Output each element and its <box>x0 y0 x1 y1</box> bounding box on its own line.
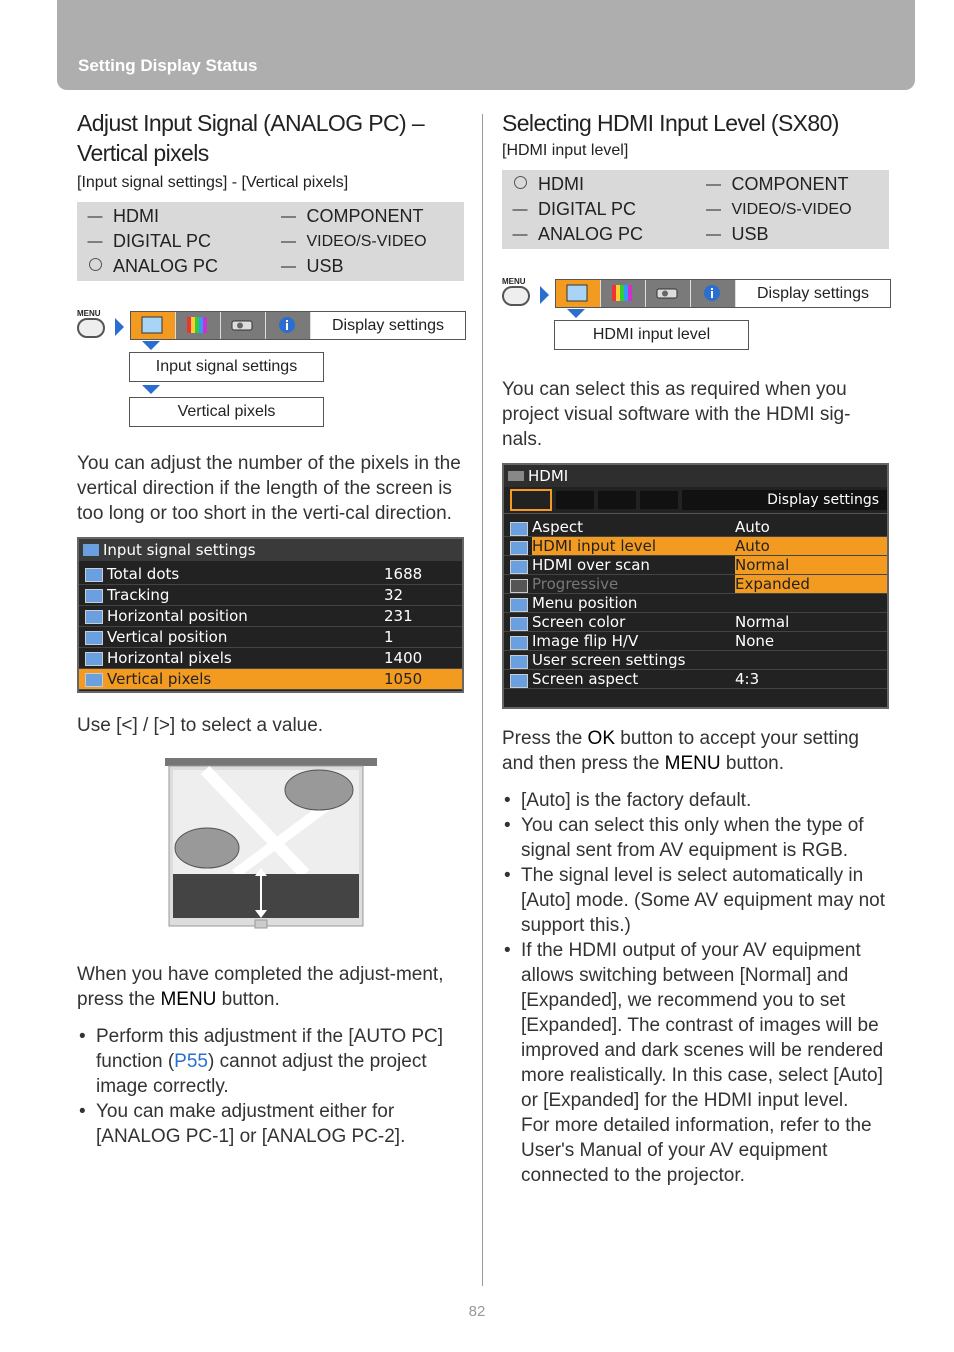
osd-title: HDMI <box>528 467 569 485</box>
settings-icon <box>83 544 99 556</box>
list-item: • You can select this only when the type of signal sent from AV equipment is RGB. <box>502 813 889 863</box>
menu-button-icon: MENU <box>77 309 107 338</box>
page-header <box>57 0 915 90</box>
right-menu-navigation <box>502 277 889 353</box>
display-tab-icon <box>131 312 176 339</box>
right-column <box>502 108 889 1188</box>
osd-row: Aspect Auto <box>504 518 887 537</box>
arrow-down-icon <box>142 341 160 350</box>
right-menu-path: [HDMI input level] <box>502 142 629 159</box>
osd-row: Horizontal position 231 <box>79 606 462 627</box>
left-instruction: Use [<] / [>] to select a value. <box>77 715 324 736</box>
right-confirm-note: Press the OK button to accept your setting and then press the MENU button. <box>502 728 859 774</box>
page-link-p55[interactable]: P55 <box>174 1051 208 1072</box>
projector-tab-icon <box>646 280 691 307</box>
circle-icon <box>77 258 113 275</box>
dash-icon <box>77 208 113 225</box>
list-item: • [Auto] is the factory default. <box>502 788 889 813</box>
dash-icon <box>502 201 538 218</box>
arrow-right-icon <box>115 318 124 336</box>
left-notes-list <box>77 1024 464 1149</box>
osd-row: HDMI over scan Normal <box>504 556 887 575</box>
osd-row: Tracking 32 <box>79 585 462 606</box>
submenu-input-signal-settings: Input signal settings <box>129 352 324 382</box>
menu-tab-bar <box>555 279 891 308</box>
osd-row: Vertical position 1 <box>79 627 462 648</box>
tab-display-settings: Display settings <box>331 317 445 334</box>
arrow-down-icon <box>567 309 585 318</box>
submenu-hdmi-input-level: HDMI input level <box>554 320 749 350</box>
status-row: HDMI — COMPONENT <box>502 172 889 197</box>
osd-row: Screen aspect 4:3 <box>504 670 887 689</box>
dash-icon <box>271 258 307 275</box>
right-notes-list <box>502 788 889 1188</box>
osd-title: Input signal settings <box>103 541 256 559</box>
left-column <box>77 108 464 1149</box>
list-item: • The signal level is select automatically in [Auto] mode. (Some AV equipment may not support this.) <box>502 863 889 938</box>
hdmi-icon <box>508 471 524 481</box>
osd-tab-bar <box>504 487 887 514</box>
info-tab-icon <box>691 280 736 307</box>
color-tab-icon <box>601 280 646 307</box>
input-signal-settings-screen <box>77 537 464 693</box>
status-row: — HDMI — COMPONENT <box>77 204 464 229</box>
projector-tab-icon <box>598 491 636 509</box>
dash-icon <box>696 176 732 193</box>
list-item: • If the HDMI output of your AV equipment allows switching between [Normal] and [Expanded], we recommend you to set [Expanded]. The contrast of images will be improved and dark scenes will be rendered more realistically. In this case, select [Auto] or [Expanded] for the HDMI input level. For more detailed information, refer to the User's Manual of your AV equipment connected to the projector. <box>502 938 889 1188</box>
display-tab-icon <box>556 280 601 307</box>
circle-icon <box>502 176 538 193</box>
osd-row: Screen color Normal <box>504 613 887 632</box>
status-row: — ANALOG PC — USB <box>502 222 889 247</box>
tab-display-settings: Display settings <box>756 285 870 302</box>
left-menu-path: [Input signal settings] - [Vertical pixels] <box>77 174 349 191</box>
section-title: Setting Display Status <box>78 56 258 75</box>
status-row: — DIGITAL PC — VIDEO/S-VIDEO <box>77 229 464 254</box>
left-menu-navigation <box>77 309 464 429</box>
arrow-down-icon <box>142 385 160 394</box>
status-row: — DIGITAL PC — VIDEO/S-VIDEO <box>502 197 889 222</box>
osd-row: Total dots 1688 <box>79 564 462 585</box>
display-tab-icon <box>510 489 552 511</box>
status-row: ANALOG PC — USB <box>77 254 464 279</box>
dash-icon <box>502 226 538 243</box>
right-signal-status-table <box>502 170 889 249</box>
projector-tab-icon <box>221 312 266 339</box>
osd-row: Menu position <box>504 594 887 613</box>
submenu-vertical-pixels: Vertical pixels <box>129 397 324 427</box>
menu-tab-bar <box>130 311 466 340</box>
dash-icon <box>696 201 732 218</box>
right-heading: Selecting HDMI Input Level (SX80) <box>502 110 839 136</box>
left-completion-note: When you have completed the adjust-ment, press the MENU button. <box>77 964 444 1010</box>
list-item: • Perform this adjustment if the [AUTO PC] function (P55) cannot adjust the project image correctly. <box>77 1024 464 1099</box>
left-heading: Adjust Input Signal (ANALOG PC) – Vertical pixels <box>77 110 425 166</box>
dash-icon <box>77 233 113 250</box>
color-tab-icon <box>176 312 221 339</box>
list-item: • You can make adjustment either for [ANALOG PC-1] or [ANALOG PC-2]. <box>77 1099 464 1149</box>
osd-row: Image flip H/V None <box>504 632 887 651</box>
color-tab-icon <box>556 491 594 509</box>
osd-row-selected: Vertical pixels 1050 <box>79 669 462 690</box>
osd-row-selected: HDMI input level Auto <box>504 537 887 556</box>
dash-icon <box>271 233 307 250</box>
info-tab-icon <box>266 312 311 339</box>
osd-row: Horizontal pixels 1400 <box>79 648 462 669</box>
column-divider <box>482 114 483 1286</box>
dash-icon <box>696 226 732 243</box>
arrow-right-icon <box>540 286 549 304</box>
menu-button-icon: MENU <box>502 277 532 306</box>
hdmi-settings-screen <box>502 463 889 709</box>
screen-illustration <box>165 758 377 934</box>
osd-row: Progressive Expanded <box>504 575 887 594</box>
osd-tab-label: Display settings <box>682 490 887 510</box>
left-signal-status-table <box>77 202 464 281</box>
info-tab-icon <box>640 491 678 509</box>
right-description: You can select this as required when you project visual software with the HDMI sig-nals. <box>502 379 851 450</box>
page-number: 82 <box>468 1303 486 1320</box>
dash-icon <box>271 208 307 225</box>
left-description: You can adjust the number of the pixels in the vertical direction if the length of the screen is too long or too short in the verti-cal direction. <box>77 453 461 524</box>
osd-row: User screen settings <box>504 651 887 670</box>
